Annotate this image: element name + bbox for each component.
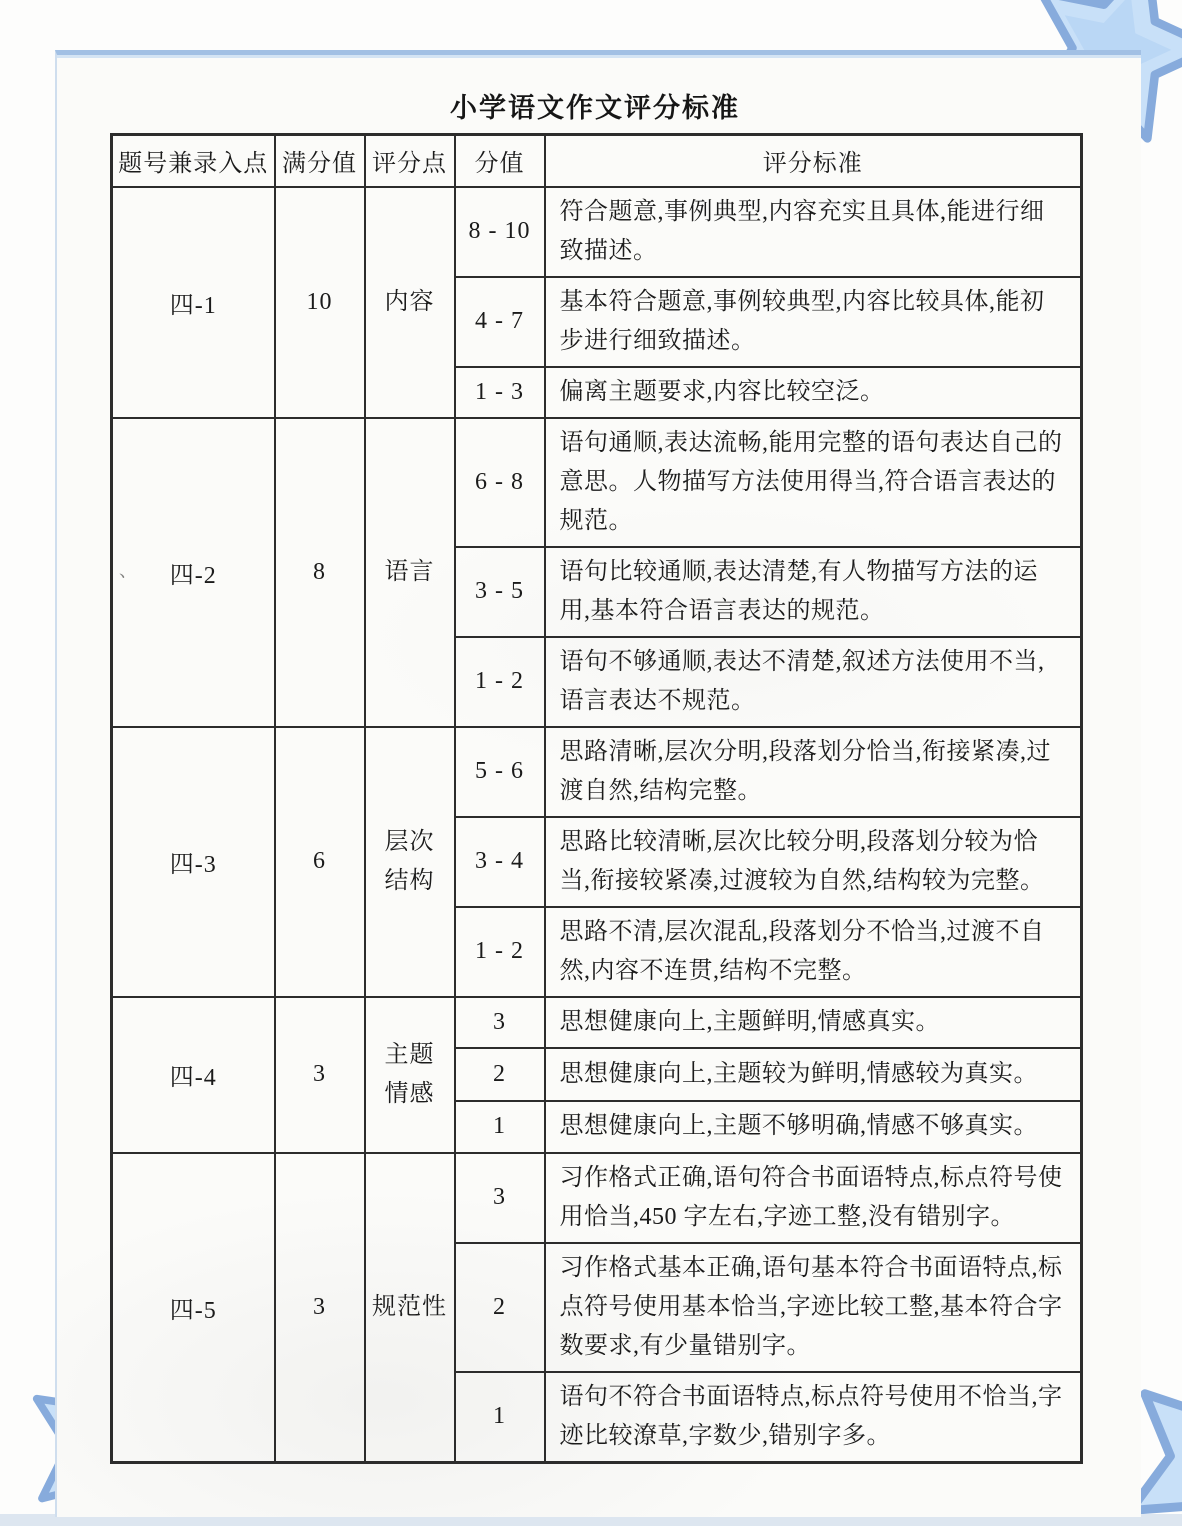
score-range: 5 - 6 xyxy=(455,727,545,817)
score-range: 1 - 3 xyxy=(455,367,545,418)
col-header-score-range: 分值 xyxy=(455,135,545,187)
table-row xyxy=(112,187,1082,277)
table-row xyxy=(112,418,1082,547)
score-range: 6 - 8 xyxy=(455,418,545,547)
scoring-point-label: 内容 xyxy=(365,187,455,418)
criteria-text: 语句通顺,表达流畅,能用完整的语句表达自己的意思。人物描写方法使用得当,符合语言表达的规范。 xyxy=(545,418,1082,547)
max-score-value: 3 xyxy=(275,1153,365,1463)
table-header-row xyxy=(112,135,1082,187)
criteria-text: 思想健康向上,主题较为鲜明,情感较为真实。 xyxy=(545,1048,1082,1101)
criteria-text: 语句不符合书面语特点,标点符号使用不恰当,字迹比较潦草,字数少,错别字多。 xyxy=(545,1372,1082,1463)
col-header-question-id: 题号兼录入点 xyxy=(112,135,275,187)
criteria-text: 思想健康向上,主题鲜明,情感真实。 xyxy=(545,997,1082,1048)
col-header-max-score: 满分值 xyxy=(275,135,365,187)
max-score-value: 10 xyxy=(275,187,365,418)
criteria-text: 基本符合题意,事例较典型,内容比较具体,能初步进行细致描述。 xyxy=(545,277,1082,367)
scan-artifact-mark: 、 xyxy=(119,560,137,581)
score-range: 2 xyxy=(455,1048,545,1101)
table-row xyxy=(112,727,1082,817)
criteria-text: 习作格式正确,语句符合书面语特点,标点符号使用恰当,450 字左右,字迹工整,没有错别字。 xyxy=(545,1153,1082,1243)
page-title: 小学语文作文评分标准 xyxy=(450,93,740,123)
score-range: 3 xyxy=(455,1153,545,1243)
col-header-scoring-point: 评分点 xyxy=(365,135,455,187)
score-range: 3 - 5 xyxy=(455,547,545,637)
score-range: 1 - 2 xyxy=(455,637,545,727)
question-id-label: 四-2 xyxy=(169,562,217,589)
criteria-text: 偏离主题要求,内容比较空泛。 xyxy=(545,367,1082,418)
score-range: 3 xyxy=(455,997,545,1048)
score-range: 4 - 7 xyxy=(455,277,545,367)
criteria-text: 语句比较通顺,表达清楚,有人物描写方法的运用,基本符合语言表达的规范。 xyxy=(545,547,1082,637)
score-range: 1 - 2 xyxy=(455,907,545,997)
max-score-value: 6 xyxy=(275,727,365,997)
criteria-text: 思路不清,层次混乱,段落划分不恰当,过渡不自然,内容不连贯,结构不完整。 xyxy=(545,907,1082,997)
score-range: 1 xyxy=(455,1101,545,1153)
scoring-point-label: 层次 结构 xyxy=(365,727,455,997)
question-id: 四-1 xyxy=(112,187,275,418)
question-id: 四-3 xyxy=(112,727,275,997)
scoring-rubric-table xyxy=(110,133,1083,1464)
criteria-text: 思路清晰,层次分明,段落划分恰当,衔接紧凑,过渡自然,结构完整。 xyxy=(545,727,1082,817)
score-range: 3 - 4 xyxy=(455,817,545,907)
table-row xyxy=(112,1153,1082,1243)
scoring-point-label: 主题 情感 xyxy=(365,997,455,1153)
max-score-value: 3 xyxy=(275,997,365,1153)
criteria-text: 思想健康向上,主题不够明确,情感不够真实。 xyxy=(545,1101,1082,1153)
score-range: 8 - 10 xyxy=(455,187,545,277)
scoring-point-label: 语言 xyxy=(365,418,455,727)
question-id xyxy=(112,418,275,727)
criteria-text: 语句不够通顺,表达不清楚,叙述方法使用不当,语言表达不规范。 xyxy=(545,637,1082,727)
criteria-text: 习作格式基本正确,语句基本符合书面语特点,标点符号使用基本恰当,字迹比较工整,基本符合字数要求,有少量错别字。 xyxy=(545,1243,1082,1372)
max-score-value: 8 xyxy=(275,418,365,727)
question-id: 四-5 xyxy=(112,1153,275,1463)
question-id: 四-4 xyxy=(112,997,275,1153)
criteria-text: 符合题意,事例典型,内容充实且具体,能进行细致描述。 xyxy=(545,187,1082,277)
score-range: 1 xyxy=(455,1372,545,1463)
score-range: 2 xyxy=(455,1243,545,1372)
scoring-point-label: 规范性 xyxy=(365,1153,455,1463)
criteria-text: 思路比较清晰,层次比较分明,段落划分较为恰当,衔接较紧凑,过渡较为自然,结构较为完整。 xyxy=(545,817,1082,907)
table-row xyxy=(112,997,1082,1048)
col-header-criteria: 评分标准 xyxy=(545,135,1082,187)
